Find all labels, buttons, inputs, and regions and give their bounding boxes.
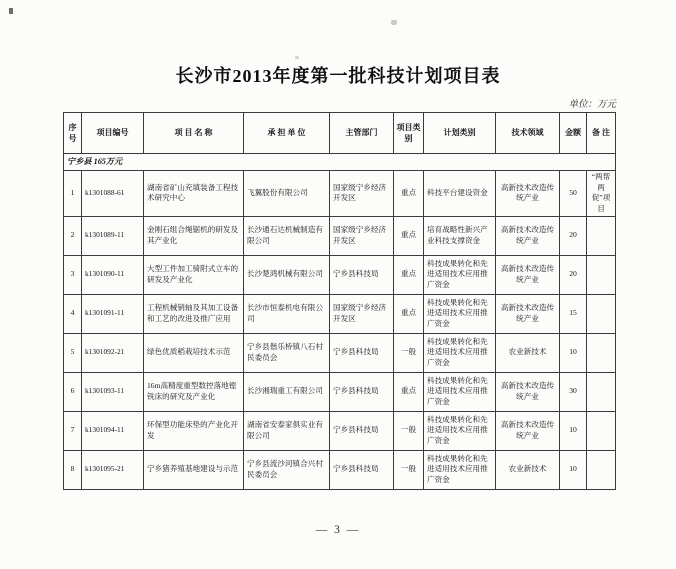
cell-remark <box>587 255 616 294</box>
cell-project-name: 绿色优质稻栽培技术示范 <box>144 333 244 372</box>
cell-supervising-dept: 宁乡县科技局 <box>330 411 394 450</box>
cell-project-code: k1301088-61 <box>82 171 144 217</box>
cell-tech-field: 高新技术改造传统产业 <box>496 171 560 217</box>
cell-amount: 10 <box>560 450 587 489</box>
group-row-label: 宁乡县 165万元 <box>64 154 616 171</box>
column-header-plan: 计划类别 <box>424 113 496 154</box>
header-row <box>64 113 616 154</box>
table-row <box>64 450 616 489</box>
cell-plan-category: 科技成果转化和先进适用技术应用推广资金 <box>424 294 496 333</box>
column-header-field: 技术领域 <box>496 113 560 154</box>
cell-amount: 30 <box>560 372 587 411</box>
table-row <box>64 171 616 217</box>
cell-amount: 20 <box>560 216 587 255</box>
cell-project-name: 湖南省矿山充填装备工程技术研究中心 <box>144 171 244 217</box>
cell-project-category: 重点 <box>394 294 424 333</box>
cell-plan-category: 科技成果转化和先进适用技术应用推广资金 <box>424 450 496 489</box>
cell-tech-field: 高新技术改造传统产业 <box>496 255 560 294</box>
cell-supervising-dept: 国家级宁乡经济开发区 <box>330 294 394 333</box>
cell-supervising-dept: 国家级宁乡经济开发区 <box>330 171 394 217</box>
cell-amount: 15 <box>560 294 587 333</box>
cell-project-category: 重点 <box>394 255 424 294</box>
cell-undertaking-unit: 宁乡县偕乐桥镇八石村民委员会 <box>244 333 330 372</box>
cell-undertaking-unit: 长沙市恒泰机电有限公司 <box>244 294 330 333</box>
cell-undertaking-unit: 长沙楚鸿机械有限公司 <box>244 255 330 294</box>
cell-plan-category: 科技平台建设资金 <box>424 171 496 217</box>
cell-project-category: 一般 <box>394 450 424 489</box>
cell-row-number: 2 <box>64 216 82 255</box>
cell-remark <box>587 216 616 255</box>
cell-remark <box>587 294 616 333</box>
cell-tech-field: 高新技术改造传统产业 <box>496 411 560 450</box>
cell-row-number: 4 <box>64 294 82 333</box>
cell-plan-category: 科技成果转化和先进适用技术应用推广资金 <box>424 255 496 294</box>
cell-project-category: 重点 <box>394 171 424 217</box>
cell-tech-field: 农业新技术 <box>496 450 560 489</box>
column-header-name: 项 目 名 称 <box>144 113 244 154</box>
column-header-dept: 主管部门 <box>330 113 394 154</box>
cell-row-number: 5 <box>64 333 82 372</box>
cell-project-name: 环保型功能床垫的产业化开发 <box>144 411 244 450</box>
table-body <box>64 154 616 490</box>
cell-tech-field: 高新技术改造传统产业 <box>496 372 560 411</box>
cell-amount: 10 <box>560 333 587 372</box>
cell-project-name: 16m高精度重型数控落地镗铣床的研究及产业化 <box>144 372 244 411</box>
cell-project-category: 重点 <box>394 216 424 255</box>
cell-project-name: 金刚石组合绳锯机的研发及其产业化 <box>144 216 244 255</box>
cell-project-code: k1301089-11 <box>82 216 144 255</box>
cell-undertaking-unit: 湖南省安泰家俱实业有限公司 <box>244 411 330 450</box>
table-row <box>64 294 616 333</box>
unit-note: 单位：万元 <box>568 100 616 110</box>
cell-plan-category: 科技成果转化和先进适用技术应用推广资金 <box>424 411 496 450</box>
cell-project-name: 工程机械销轴及其加工设备和工艺的改进及推广应用 <box>144 294 244 333</box>
table-row <box>64 372 616 411</box>
cell-row-number: 6 <box>64 372 82 411</box>
table-row <box>64 333 616 372</box>
cell-remark <box>587 450 616 489</box>
scan-artifact-speck <box>295 56 299 59</box>
cell-project-name: 宁乡猪养殖基地建设与示范 <box>144 450 244 489</box>
column-header-amount: 金额 <box>560 113 587 154</box>
column-header-category: 项目类别 <box>394 113 424 154</box>
column-header-remark: 备 注 <box>587 113 616 154</box>
document-title: 长沙市2013年度第一批科技计划项目表 <box>175 66 501 86</box>
cell-remark <box>587 333 616 372</box>
cell-undertaking-unit: 飞翼股份有限公司 <box>244 171 330 217</box>
cell-remark <box>587 411 616 450</box>
table-row <box>64 255 616 294</box>
cell-project-name: 大型工件加工骑附式立车的研发及产业化 <box>144 255 244 294</box>
cell-supervising-dept: 宁乡县科技局 <box>330 450 394 489</box>
cell-row-number: 8 <box>64 450 82 489</box>
cell-remark: “两帮两促”项目 <box>587 171 616 217</box>
cell-supervising-dept: 宁乡县科技局 <box>330 372 394 411</box>
cell-project-code: k1301090-11 <box>82 255 144 294</box>
scan-artifact-speck <box>391 20 397 25</box>
cell-project-category: 一般 <box>394 411 424 450</box>
group-row <box>64 154 616 171</box>
column-header-unit: 承 担 单 位 <box>244 113 330 154</box>
cell-plan-category: 培育战略性新兴产业科技支撑资金 <box>424 216 496 255</box>
cell-supervising-dept: 宁乡县科技局 <box>330 333 394 372</box>
cell-plan-category: 科技成果转化和先进适用技术应用推广资金 <box>424 333 496 372</box>
cell-supervising-dept: 国家级宁乡经济开发区 <box>330 216 394 255</box>
projects-table <box>63 112 616 490</box>
page-number: — 3 — <box>315 524 361 536</box>
cell-row-number: 3 <box>64 255 82 294</box>
cell-amount: 50 <box>560 171 587 217</box>
table-row <box>64 216 616 255</box>
cell-undertaking-unit: 宁乡县流沙河镇合兴村民委员会 <box>244 450 330 489</box>
cell-project-code: k1301091-11 <box>82 294 144 333</box>
column-header-code: 项目编号 <box>82 113 144 154</box>
cell-project-category: 一般 <box>394 333 424 372</box>
cell-undertaking-unit: 长沙湘瑞重工有限公司 <box>244 372 330 411</box>
cell-row-number: 1 <box>64 171 82 217</box>
cell-amount: 20 <box>560 255 587 294</box>
cell-undertaking-unit: 长沙通石达机械制造有限公司 <box>244 216 330 255</box>
cell-tech-field: 高新技术改造传统产业 <box>496 294 560 333</box>
table-row <box>64 411 616 450</box>
cell-project-code: k1301094-11 <box>82 411 144 450</box>
cell-project-code: k1301093-11 <box>82 372 144 411</box>
cell-project-code: k1301095-21 <box>82 450 144 489</box>
cell-project-code: k1301092-21 <box>82 333 144 372</box>
table-header <box>64 113 616 154</box>
scan-artifact-speck <box>9 8 13 14</box>
cell-plan-category: 科技成果转化和先进适用技术应用推广资金 <box>424 372 496 411</box>
cell-project-category: 重点 <box>394 372 424 411</box>
cell-tech-field: 农业新技术 <box>496 333 560 372</box>
cell-amount: 10 <box>560 411 587 450</box>
cell-tech-field: 高新技术改造传统产业 <box>496 216 560 255</box>
cell-supervising-dept: 宁乡县科技局 <box>330 255 394 294</box>
cell-remark <box>587 372 616 411</box>
column-header-no: 序号 <box>64 113 82 154</box>
cell-row-number: 7 <box>64 411 82 450</box>
